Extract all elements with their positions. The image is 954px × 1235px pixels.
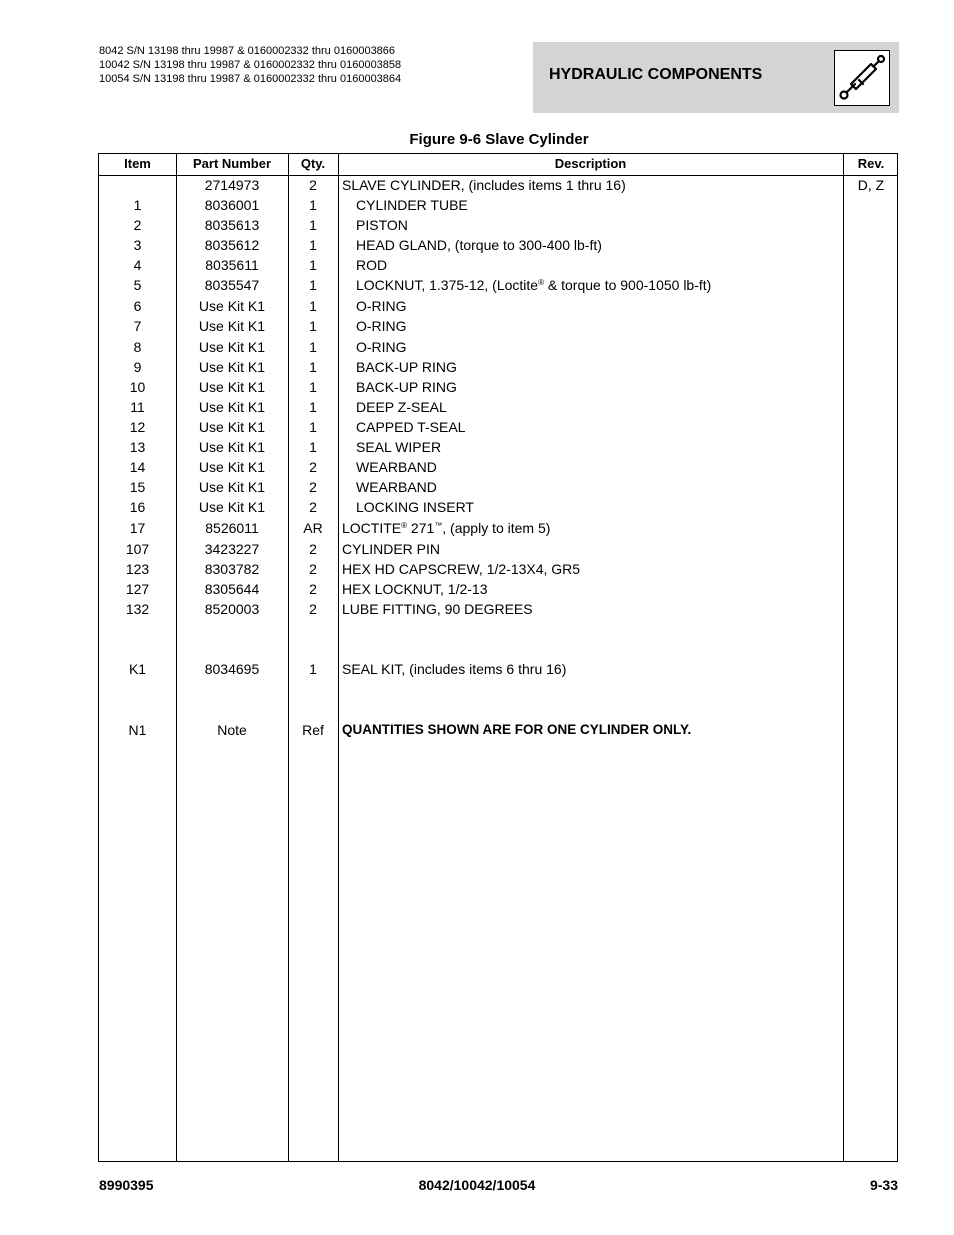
- item-cell: [99, 175, 176, 195]
- description-cell: SLAVE CYLINDER, (includes items 1 thru 16): [342, 177, 626, 193]
- qty-cell: 1: [309, 379, 317, 395]
- description-cell: CAPPED T-SEAL: [356, 419, 466, 435]
- item-cell: 16: [129, 499, 146, 515]
- rev-cell: D, Z: [857, 177, 885, 193]
- part-number-cell: Use Kit K1: [198, 479, 266, 495]
- part-number-cell: Use Kit K1: [198, 318, 266, 334]
- item-cell: K1: [128, 661, 147, 677]
- description-cell: DEEP Z-SEAL: [356, 399, 447, 415]
- qty-cell: 1: [309, 419, 317, 435]
- column-header-qty: Qty.: [300, 156, 326, 171]
- serial-number-block: [99, 44, 401, 86]
- registered-mark: ®: [401, 521, 408, 530]
- item-cell: 15: [129, 479, 146, 495]
- item-cell: 6: [133, 298, 142, 314]
- column-header-part-number: Part Number: [192, 156, 272, 171]
- qty-cell: 1: [309, 359, 317, 375]
- part-number-cell: 8035612: [204, 237, 260, 253]
- table-row: [99, 255, 899, 275]
- item-cell: 7: [133, 318, 142, 334]
- description-cell: WEARBAND: [356, 459, 437, 475]
- qty-cell: 1: [309, 339, 317, 355]
- part-number-cell: Use Kit K1: [198, 379, 266, 395]
- column-header-rev: Rev.: [857, 156, 885, 171]
- table-row: [99, 518, 899, 538]
- section-title: HYDRAULIC COMPONENTS: [549, 66, 763, 83]
- qty-cell: 2: [309, 561, 317, 577]
- description-cell: ROD: [356, 257, 388, 273]
- description-cell: SEAL KIT, (includes items 6 thru 16): [342, 661, 567, 677]
- qty-cell: 2: [309, 459, 317, 475]
- description-cell: CYLINDER TUBE: [356, 197, 468, 213]
- part-number-cell: 8526011: [205, 520, 259, 536]
- item-cell: 1: [133, 197, 142, 213]
- description-cell: SEAL WIPER: [356, 439, 442, 455]
- qty-cell: 2: [309, 541, 317, 557]
- table-row: [99, 316, 899, 336]
- item-cell: 10: [129, 379, 146, 395]
- part-number-cell: Use Kit K1: [198, 499, 266, 515]
- item-cell: 127: [125, 581, 150, 597]
- description-text: LOCKNUT, 1.375-12, (Loctite: [356, 277, 539, 293]
- table-row: [99, 720, 899, 740]
- part-number-cell: 3423227: [204, 541, 260, 557]
- table-row: [99, 457, 899, 477]
- qty-cell: 1: [309, 439, 317, 455]
- qty-cell: 2: [309, 601, 317, 617]
- table-row: [99, 659, 899, 679]
- part-number-cell: 2714973: [204, 177, 260, 193]
- qty-cell: 2: [309, 177, 317, 193]
- item-cell: 17: [129, 520, 146, 536]
- item-cell: 5: [133, 277, 142, 293]
- item-cell: 12: [129, 419, 146, 435]
- qty-cell: AR: [303, 520, 323, 536]
- description-cell: LUBE FITTING, 90 DEGREES: [342, 601, 533, 617]
- qty-cell: 2: [309, 581, 317, 597]
- serial-line: 8042 S/N 13198 thru 19987 & 0160002332 thru 0160003866: [99, 45, 396, 57]
- description-cell: [342, 518, 842, 538]
- part-number-cell: 8036001: [204, 197, 260, 213]
- table-row: [99, 235, 899, 255]
- part-number-cell: 8303782: [204, 561, 260, 577]
- part-number-cell: 8035547: [204, 277, 260, 293]
- qty-cell: 1: [309, 277, 317, 293]
- description-cell: O-RING: [356, 339, 407, 355]
- description-cell: BACK-UP RING: [356, 379, 457, 395]
- table-row: [99, 477, 899, 497]
- description-text: & torque to 900-1050 lb-ft): [544, 277, 712, 293]
- description-cell: HEX HD CAPSCREW, 1/2-13X4, GR5: [342, 561, 581, 577]
- description-cell: [342, 275, 856, 295]
- table-row: [99, 296, 899, 316]
- table-row: [99, 175, 899, 195]
- qty-cell: 1: [309, 399, 317, 415]
- description-cell: WEARBAND: [356, 479, 437, 495]
- description-cell: PISTON: [356, 217, 408, 233]
- part-number-cell: 8034695: [204, 661, 260, 677]
- qty-cell: 1: [309, 257, 317, 273]
- item-cell: 9: [133, 359, 142, 375]
- part-number-cell: 8520003: [204, 601, 260, 617]
- qty-cell: 1: [309, 318, 317, 334]
- table-row: [99, 397, 899, 417]
- qty-cell: 2: [309, 479, 317, 495]
- qty-cell: 1: [309, 217, 317, 233]
- description-cell: LOCKING INSERT: [356, 499, 474, 515]
- item-cell: 132: [125, 601, 150, 617]
- table-row: [99, 417, 899, 437]
- note-description-cell: QUANTITIES SHOWN ARE FOR ONE CYLINDER ONLY.: [342, 722, 692, 737]
- registered-mark: ®: [538, 278, 544, 287]
- part-number-cell: Use Kit K1: [198, 298, 266, 314]
- part-number-cell: Note: [217, 722, 247, 738]
- parts-table: [98, 153, 898, 1162]
- item-cell: 11: [130, 399, 145, 415]
- column-header-description: Description: [554, 156, 627, 171]
- description-cell: O-RING: [356, 318, 407, 334]
- part-number-cell: 8035611: [205, 257, 259, 273]
- description-cell: CYLINDER PIN: [342, 541, 441, 557]
- qty-cell: 1: [309, 237, 317, 253]
- table-row: [99, 377, 899, 397]
- part-number-cell: Use Kit K1: [198, 339, 266, 355]
- item-cell: 8: [133, 339, 142, 355]
- table-row: [99, 579, 899, 599]
- description-cell: O-RING: [356, 298, 407, 314]
- hydraulic-cylinder-icon: [834, 50, 890, 106]
- table-row: [99, 539, 899, 559]
- column-header-item: Item: [124, 156, 151, 171]
- table-row: [99, 497, 899, 517]
- qty-cell: Ref: [302, 722, 324, 738]
- item-cell: N1: [128, 722, 147, 738]
- item-cell: 14: [129, 459, 146, 475]
- item-cell: 107: [125, 541, 150, 557]
- description-cell: BACK-UP RING: [356, 359, 457, 375]
- part-number-cell: 8305644: [204, 581, 260, 597]
- figure-title: Figure 9-6 Slave Cylinder: [409, 131, 589, 148]
- table-row: [99, 275, 899, 295]
- table-row: [99, 195, 899, 215]
- table-row: [99, 437, 899, 457]
- item-cell: 13: [129, 439, 146, 455]
- qty-cell: 1: [309, 298, 317, 314]
- qty-cell: 1: [309, 197, 317, 213]
- part-number-cell: Use Kit K1: [198, 359, 266, 375]
- item-cell: 4: [133, 257, 142, 273]
- description-cell: HEX LOCKNUT, 1/2-13: [342, 581, 488, 597]
- part-number-cell: Use Kit K1: [198, 439, 266, 455]
- part-number-cell: Use Kit K1: [198, 459, 266, 475]
- description-text: 271: [407, 520, 435, 536]
- part-number-cell: Use Kit K1: [198, 419, 266, 435]
- footer-doc-number: 8990395: [99, 1177, 154, 1193]
- footer-page-number: 9-33: [869, 1177, 898, 1193]
- footer-models: 8042/10042/10054: [418, 1177, 536, 1193]
- item-cell: 3: [133, 237, 142, 253]
- description-text: LOCTITE: [342, 520, 402, 536]
- description-text: , (apply to item 5): [442, 520, 551, 536]
- table-row: [99, 337, 899, 357]
- section-header: [533, 42, 899, 113]
- serial-line: 10054 S/N 13198 thru 19987 & 0160002332 thru 0160003864: [99, 73, 402, 85]
- table-row: [99, 599, 899, 619]
- part-number-cell: 8035613: [204, 217, 260, 233]
- item-cell: 123: [125, 561, 150, 577]
- description-cell: HEAD GLAND, (torque to 300-400 lb-ft): [356, 237, 602, 253]
- part-number-cell: Use Kit K1: [198, 399, 266, 415]
- trademark-mark: ™: [434, 521, 443, 530]
- table-row: [99, 357, 899, 377]
- qty-cell: 1: [309, 661, 317, 677]
- table-row: [99, 559, 899, 579]
- table-row: [99, 215, 899, 235]
- serial-line: 10042 S/N 13198 thru 19987 & 0160002332 thru 0160003858: [99, 59, 402, 71]
- qty-cell: 2: [309, 499, 317, 515]
- item-cell: 2: [133, 217, 142, 233]
